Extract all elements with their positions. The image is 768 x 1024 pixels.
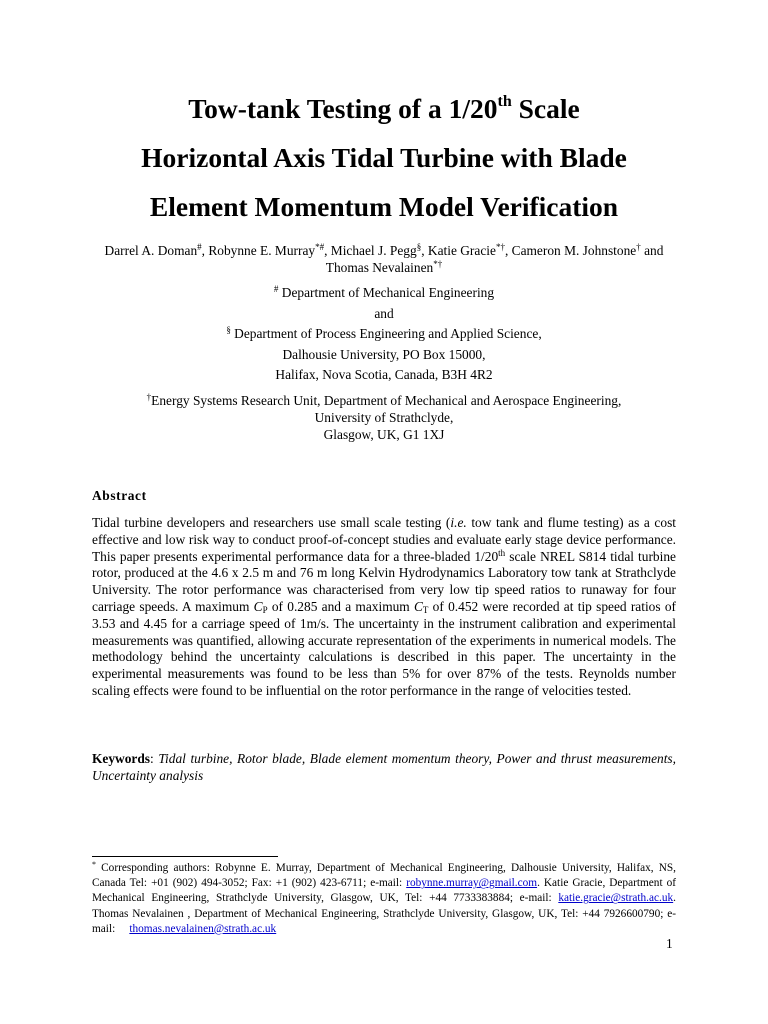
affiliation-strathclyde [60, 392, 708, 443]
footnote-divider [92, 856, 278, 857]
author-name: Michael J. Pegg [330, 243, 417, 258]
affiliation-mark: † [146, 392, 152, 402]
affiliation-line: University of Strathclyde, [314, 410, 454, 425]
abstract-text: Tidal turbine developers and researchers use small scale testing ( [92, 515, 451, 530]
author-name: Thomas Nevalainen [325, 260, 434, 275]
affiliation-text: Department of Mechanical Engineering [278, 285, 495, 300]
keywords-colon: : [150, 751, 159, 766]
affiliation-line: Dalhousie University, PO Box 15000, [282, 346, 486, 362]
abstract-text: tow tank and flume testing) as a cost effective and low risk way to conduct proof-of-concept studies and evaluate early stage device performance. This paper presents experimental performance data for a three-bladed 1/20 [92, 515, 676, 564]
footnote [92, 861, 676, 937]
footnote-text: Corresponding authors: Robynne E. Murray, Department of Mechanical Engineering, Dalhousie University, Halifax, NS, Canada Tel: +01 (902) 494-3052; Fax: +1 (902) 423-6711; e-mail: [92, 862, 676, 890]
abstract-heading: Abstract [92, 488, 147, 503]
affiliation-mark: § [226, 325, 231, 335]
affiliation-line [60, 392, 708, 409]
author-sep: and [640, 243, 664, 258]
author-sep: , [201, 243, 209, 258]
abstract-body [92, 515, 676, 700]
page-number: 1 [666, 936, 673, 951]
author-name: Cameron M. Johnstone [511, 243, 637, 258]
cp-subscript: P [262, 604, 268, 615]
author [326, 260, 442, 275]
affiliation-line [60, 324, 708, 345]
abstract-superscript: th [498, 547, 506, 558]
title-line-2: Horizontal Axis Tidal Turbine with Blade [141, 142, 627, 173]
ct-symbol: C [413, 598, 423, 614]
author-name: Katie Gracie [427, 243, 496, 258]
affiliation-and: and [374, 305, 394, 321]
author-mark: § [416, 242, 422, 252]
abstract-italic: i.e. [450, 515, 467, 530]
title-line-1 [60, 84, 708, 133]
ct-subscript: T [422, 604, 429, 615]
title-text: Scale [511, 93, 580, 124]
affiliation-text: Department of Process Engineering and Applied Science, [230, 326, 542, 341]
author [331, 243, 428, 258]
author-name: Robynne E. Murray [208, 243, 316, 258]
author-name: Darrel A. Doman [104, 243, 198, 258]
email-link[interactable]: robynne.murray@gmail.com [406, 877, 538, 890]
author-sep: , [324, 243, 331, 258]
author-mark: † [636, 242, 641, 252]
keywords-text: Tidal turbine, Rotor blade, Blade element momentum theory, Power and thrust measurements, Uncertainty analysis [92, 751, 676, 783]
keywords-label: Keywords [92, 751, 151, 766]
affiliation-text: Energy Systems Research Unit, Department of Mechanical and Aerospace Engineering, [151, 393, 622, 408]
title-line-3: Element Momentum Model Verification [149, 191, 619, 222]
title-text: Tow-tank Testing of a 1/20 [188, 93, 498, 124]
affiliation-mark: # [273, 284, 279, 294]
footnote-mark: * [92, 860, 96, 869]
author-mark: *# [315, 242, 325, 252]
author [208, 243, 330, 258]
author-mark: # [197, 242, 202, 252]
footnote-text: . Thomas Nevalainen , Department of Mechanical Engineering, Strathclyde University, Glasgow, UK, Tel: +44 7926600790; e-mail: [92, 892, 676, 935]
author [105, 243, 209, 258]
abstract-text: of 0.452 were recorded at tip speed ratios of 3.53 and 4.45 for a carriage speed of 1m/s. The uncertainty in the instrument calibration and experimental measurements was quantified, allowing accurate representation of the experiments in numerical models. The methodology behind the uncertainty calculations is described in this paper. The uncertainty in the experimental measurements was found to be less than 5% for over 87% of the tests. Reynolds number scaling effects were found to be influential on the rotor performance in the range of velocities tested. [92, 598, 676, 698]
author-sep: , [421, 243, 428, 258]
affiliation-dalhousie [60, 283, 708, 386]
affiliation-line [60, 283, 708, 304]
footnote-text: . Katie Gracie, Department of Mechanical Engineering, Strathclyde University, Glasgow, UK, Tel: +44 7733383884; e-mail: [92, 877, 676, 905]
title-superscript: th [497, 93, 512, 110]
keywords [92, 750, 676, 784]
author-sep: , [504, 243, 512, 258]
affiliation-line: Glasgow, UK, G1 1XJ [323, 427, 445, 442]
author-mark: *† [495, 242, 505, 252]
author [512, 243, 664, 258]
author-list [60, 242, 708, 276]
email-link[interactable]: thomas.nevalainen@strath.ac.uk [129, 922, 277, 935]
abstract-text: of 0.285 and a maximum [267, 598, 414, 614]
cp-symbol: C [253, 598, 263, 614]
email-link[interactable]: katie.gracie@strath.ac.uk [558, 892, 674, 905]
author-mark: *† [433, 259, 443, 269]
affiliation-line: Halifax, Nova Scotia, Canada, B3H 4R2 [275, 367, 493, 382]
abstract-text: scale NREL S814 tidal turbine rotor, produced at the 4.6 x 2.5 m and 76 m long Kelvin Hydrodynamics Laboratory tow tank at Strathclyde University. The rotor performance was characterised from very low tip speed ratios to runaway for four carriage speeds. A maximum [92, 548, 676, 614]
author [428, 243, 512, 258]
paper-title [60, 84, 708, 231]
